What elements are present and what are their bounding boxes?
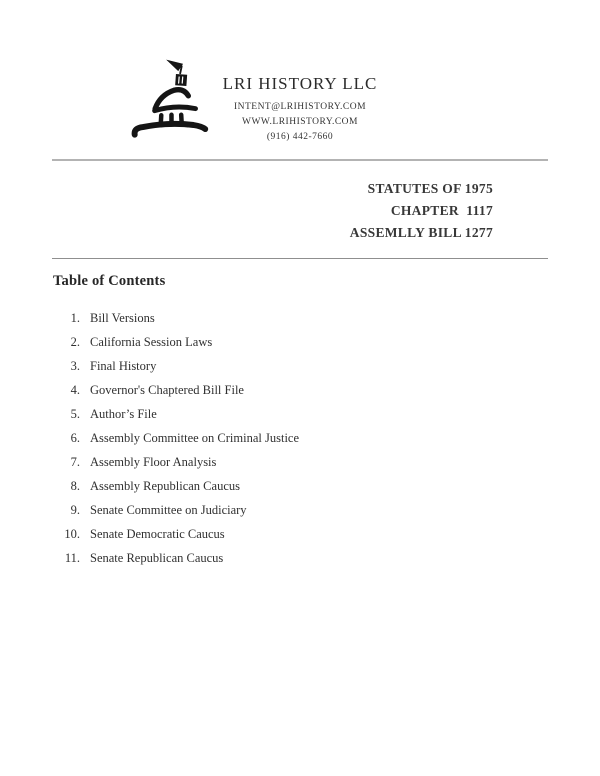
toc-item bbox=[52, 402, 548, 426]
toc-item-number: 4. bbox=[70, 383, 80, 397]
toc-item bbox=[52, 378, 548, 402]
toc-item-label: Author’s File bbox=[90, 407, 157, 421]
toc-item-label: Governor's Chaptered Bill File bbox=[90, 383, 244, 397]
toc-item bbox=[52, 546, 548, 570]
contact-block bbox=[180, 100, 420, 145]
toc-item bbox=[52, 522, 548, 546]
toc-item-label: Senate Republican Caucus bbox=[90, 551, 224, 565]
toc-item-label: Bill Versions bbox=[90, 311, 155, 325]
chapter-line: CHAPTER 1117 bbox=[390, 203, 493, 218]
toc-item bbox=[52, 498, 548, 522]
reference-divider bbox=[52, 258, 548, 259]
toc-item bbox=[52, 354, 548, 378]
toc-item-label: Assembly Republican Caucus bbox=[90, 479, 240, 493]
toc-item-label: Final History bbox=[90, 359, 157, 373]
toc-item-number: 2. bbox=[70, 335, 80, 349]
toc-item bbox=[52, 474, 548, 498]
contact-website: WWW.LRIHISTORY.COM bbox=[242, 117, 358, 127]
toc-item-label: Assembly Committee on Criminal Justice bbox=[90, 431, 300, 445]
toc-item bbox=[52, 450, 548, 474]
company-name: LRI HISTORY LLC bbox=[222, 74, 378, 93]
toc-item-number: 1. bbox=[70, 311, 80, 325]
toc-item-label: California Session Laws bbox=[90, 335, 213, 349]
contact-email: INTENT@LRIHISTORY.COM bbox=[233, 102, 367, 112]
toc-item-number: 8. bbox=[70, 479, 80, 493]
bill-line: ASSEMLLY BILL 1277 bbox=[349, 225, 493, 240]
statutes-line: STATUTES OF 1975 bbox=[367, 181, 493, 196]
toc-item-number: 11. bbox=[64, 551, 80, 565]
letterhead-text bbox=[180, 74, 420, 145]
toc-list bbox=[52, 306, 548, 570]
header-divider bbox=[52, 159, 548, 161]
reference-block bbox=[350, 178, 493, 244]
toc-item bbox=[52, 330, 548, 354]
toc-item bbox=[52, 306, 548, 330]
toc-item-label: Senate Democratic Caucus bbox=[90, 527, 225, 541]
toc-item-number: 3. bbox=[70, 359, 80, 373]
contact-phone: (916) 442-7660 bbox=[266, 132, 334, 142]
toc-item-label: Assembly Floor Analysis bbox=[90, 455, 217, 469]
toc-item-label: Senate Committee on Judiciary bbox=[90, 503, 247, 517]
toc-item bbox=[52, 426, 548, 450]
toc-item-number: 10. bbox=[64, 527, 80, 541]
toc-item-number: 5. bbox=[70, 407, 80, 421]
toc-item-number: 9. bbox=[70, 503, 80, 517]
toc-item-number: 7. bbox=[70, 455, 80, 469]
toc-title: Table of Contents bbox=[53, 273, 166, 289]
toc-item-number: 6. bbox=[70, 431, 80, 445]
